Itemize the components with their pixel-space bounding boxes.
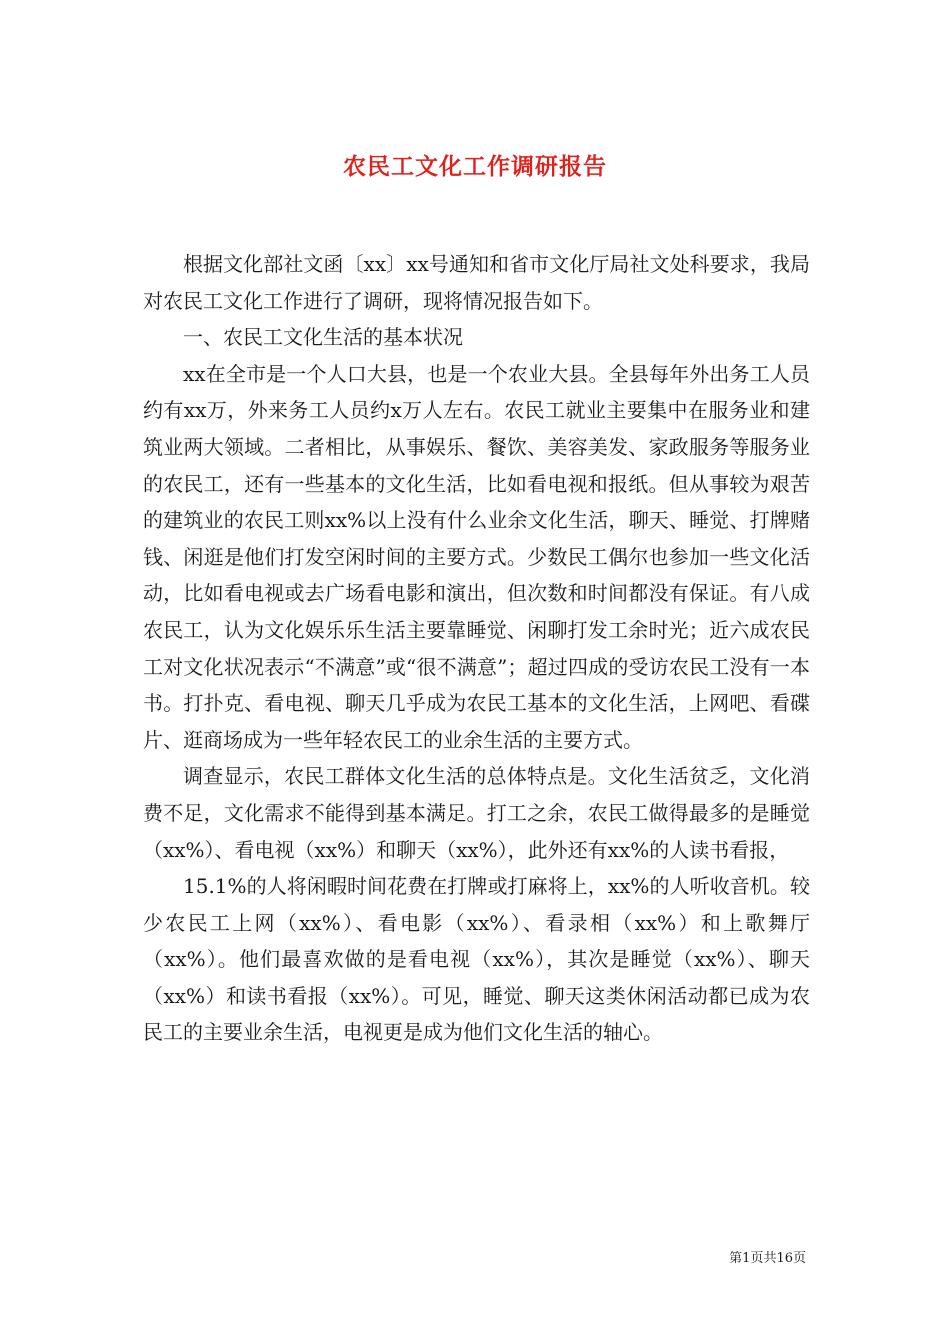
paragraph-intro: 根据文化部社文函〔xx〕xx号通知和省市文化厅局社文处科要求，我局对农民工文化工作进行了调研，现将情况报告如下。	[143, 252, 810, 313]
paragraph-basic-status: xx在全市是一个人口大县，也是一个农业大县。全县每年外出务工人员约有xx万，外来务工人员约x万人左右。农民工就业主要集中在服务业和建筑业两大领域。二者相比，从事娱乐、餐饮、美容美发、家政服务等服务业的农民工，还有一些基本的文化生活，比如看电视和报纸。但从事较为艰苦的建筑业的农民工则xx%以上没有什么业余文化生活，聊天、睡觉、打牌赌钱、闲逛是他们打发空闲时间的主要方式。少数民工偶尔也参加一些文化活动，比如看电视或去广场看电影和演出，但次数和时间都没有保证。有八成农民工，认为文化娱乐乐生活主要靠睡觉、闲聊打发工余时光；近六成农民工对文化状况表示“不满意”或“很不满意”；超过四成的受访农民工没有一本书。打扑克、看电视、聊天几乎成为农民工基本的文化生活，上网吧、看碟片、逛商场成为一些年轻农民工的业余生活的主要方式。	[143, 361, 810, 752]
paragraph-leisure-stats: 15.1%的人将闲暇时间花费在打牌或打麻将上，xx%的人听收音机。较少农民工上网（xx%）、看电影（xx%）、看录相（xx%）和上歌舞厅（xx%）。他们最喜欢做的是看电视（xx%），其次是睡觉（xx%）、聊天（xx%）和读书看报（xx%）。可见，睡觉、聊天这类休闲活动都已成为农民工的主要业余生活，电视更是成为他们文化生活的轴心。	[143, 874, 810, 1045]
paragraph-survey-findings: 调查显示，农民工群体文化生活的总体特点是。文化生活贫乏，文化消费不足，文化需求不能得到基本满足。打工之余，农民工做得最多的是睡觉（xx%）、看电视（xx%）和聊天（xx%），此外还有xx%的人读书看报，	[143, 764, 810, 862]
section-heading-1: 一、农民工文化生活的基本状况	[183, 325, 463, 350]
document-body	[143, 246, 810, 1051]
document-title: 农民工文化工作调研报告	[343, 153, 607, 181]
page-number: 第1页共16页	[729, 1251, 806, 1266]
